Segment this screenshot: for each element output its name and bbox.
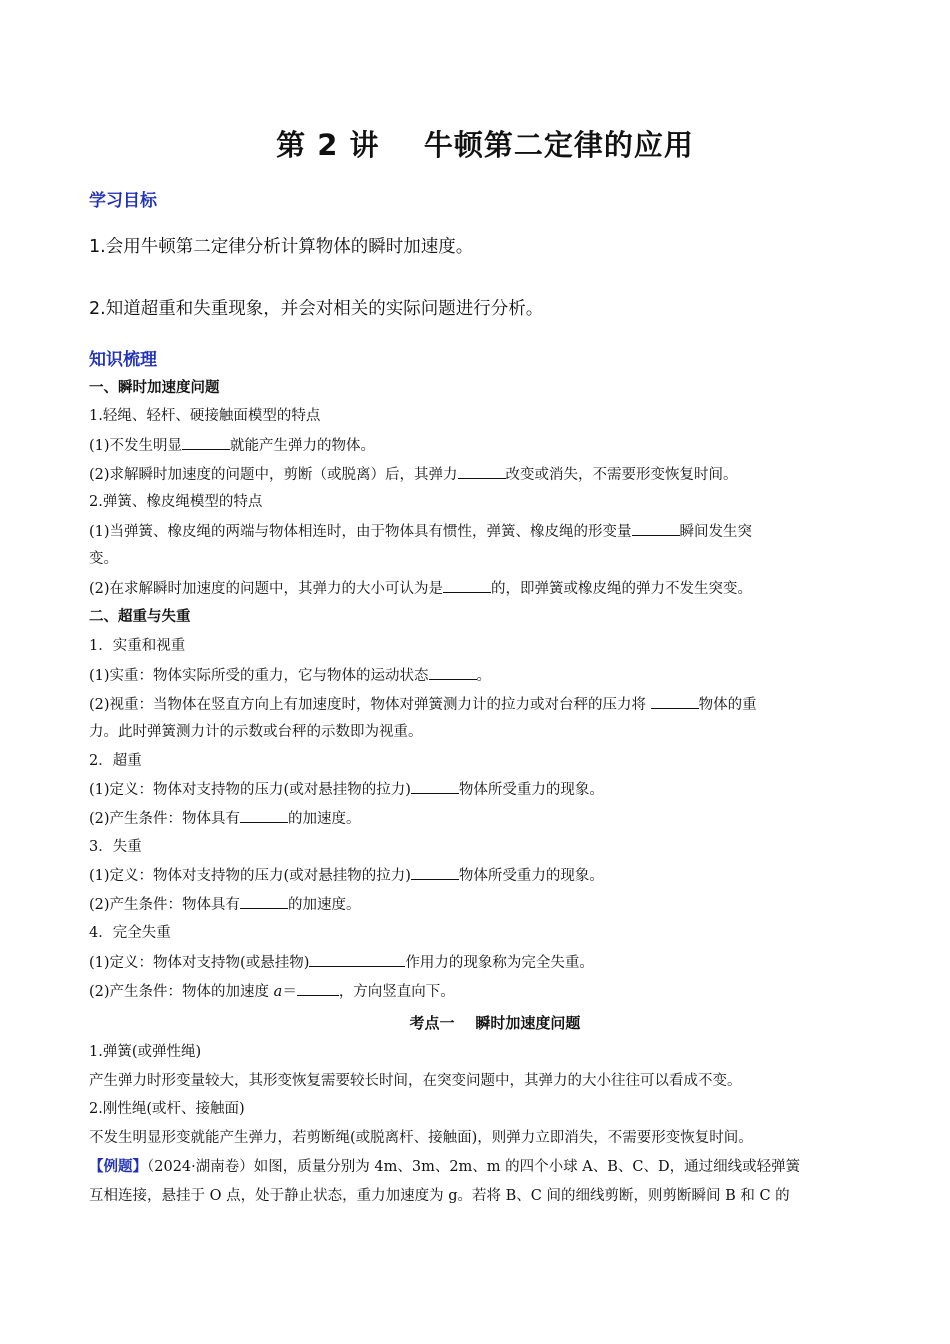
fill-blank [429,665,477,680]
text: (1)不发生明显 [89,438,183,454]
text: 的，即弹簧或橡皮绳的弹力不发生突变。 [491,581,753,597]
text: (2)求解瞬时加速度的问题中，剪断（或脱离）后，其弹力 [89,467,458,483]
topic1-item1-title: 1.弹簧(或弹性绳) [89,1044,202,1060]
goal-item: 2.知道超重和失重现象，并会对相关的实际问题进行分析。 [89,299,544,319]
text: (2)产生条件：物体的加速度 [89,984,274,1000]
part2-s3-title: 3．失重 [89,839,142,855]
goals-heading: 学习目标 [89,191,157,211]
part2-s2-line1 [89,779,879,800]
text: 的加速度。 [288,811,361,827]
fill-blank [297,981,339,996]
text: (1)定义：物体对支持物的压力(或对悬挂物的拉力) [89,868,411,884]
part2-s2-title: 2．超重 [89,753,142,769]
text: 物体所受重力的现象。 [458,782,604,798]
text: 物体所受重力的现象。 [458,868,604,884]
topic1-item1-body: 产生弹力时形变量较大，其形变恢复需要较长时间，在突变问题中，其弹力的大小往往可以看成不变。 [89,1073,742,1089]
text: 的加速度。 [288,897,361,913]
part2-s4-line1 [89,952,879,973]
text: 物体的重 [698,697,757,713]
fill-blank [182,435,230,450]
example-tag: 【例题】 [89,1159,147,1175]
part2-s1-line1 [89,665,879,686]
fill-blank [240,894,288,909]
part2-s4-title: 4．完全失重 [89,925,171,941]
part1-s2-line1 [89,521,879,542]
text: (1)定义：物体对支持物的压力(或对悬挂物的拉力) [89,782,411,798]
text: (2)产生条件：物体具有 [89,811,241,827]
example-line2: 互相连接，悬挂于 O 点，处于静止状态，重力加速度为 g。若将 B、C 间的细线剪断，则剪断瞬间 B 和 C 的 [89,1188,790,1204]
fill-blank [632,521,680,536]
part1-s1-title: 1.轻绳、轻杆、硬接触面模型的特点 [89,408,321,424]
variable: a [273,984,283,1000]
part2-s4-line2 [89,981,879,1002]
topic1-heading: 考点一 瞬时加速度问题 [409,1014,581,1032]
part2-s2-line2 [89,808,879,829]
part1-s2-line1-cont: 变。 [89,551,118,567]
example-line1 [89,1157,879,1177]
part2-s3-line2 [89,894,879,915]
text: （2024·湖南卷）如图，质量分别为 4m、3m、2m、m 的四个小球 A、B、C、D，通过细线或轻弹簧 [147,1159,801,1175]
part2-s1-line2-cont: 力。此时弹簧测力计的示数或台秤的示数即为视重。 [89,724,423,740]
fill-blank [411,779,459,794]
text: 就能产生弹力的物体。 [230,438,376,454]
part2-s1-title: 1．实重和视重 [89,638,186,654]
text: 改变或消失，不需要形变恢复时间。 [505,467,738,483]
text: ＝ [282,984,297,1000]
part1-s2-title: 2.弹簧、橡皮绳模型的特点 [89,494,263,510]
knowledge-heading: 知识梳理 [89,350,157,370]
part1-s2-line2 [89,578,879,599]
fill-blank [443,578,491,593]
fill-blank [458,464,506,479]
text: (1)实重：物体实际所受的重力，它与物体的运动状态 [89,668,429,684]
fill-blank [411,865,459,880]
text: 作用力的现象称为完全失重。 [405,955,594,971]
part2-heading: 二、超重与失重 [89,609,191,625]
part1-s1-line2 [89,464,879,485]
text: (2)在求解瞬时加速度的问题中，其弹力的大小可认为是 [89,581,444,597]
text: ，方向竖直向下。 [338,984,455,1000]
part2-s3-line1 [89,865,879,886]
page-title: 第 2 讲 牛顿第二定律的应用 [276,128,694,162]
text: (2)视重：当物体在竖直方向上有加速度时，物体对弹簧测力计的拉力或对台秤的压力将 [89,697,651,713]
topic1-item2-body: 不发生明显形变就能产生弹力，若剪断绳(或脱离杆、接触面)，则弹力立即消失，不需要形变恢复时间。 [89,1130,753,1146]
text: (1)定义：物体对支持物(或悬挂物) [89,955,310,971]
topic1-item2-title: 2.刚性绳(或杆、接触面) [89,1101,245,1117]
goal-item: 1.会用牛顿第二定律分析计算物体的瞬时加速度。 [89,237,474,257]
part2-s1-line2 [89,694,879,715]
text: (1)当弹簧、橡皮绳的两端与物体相连时，由于物体具有惯性，弹簧、橡皮绳的形变量 [89,524,632,540]
fill-blank [240,808,288,823]
fill-blank [309,952,405,967]
fill-blank [651,694,699,709]
text: (2)产生条件：物体具有 [89,897,241,913]
text: 瞬间发生突 [679,524,753,540]
text: 。 [476,668,492,684]
part1-heading: 一、瞬时加速度问题 [89,380,220,396]
part1-s1-line1 [89,435,879,456]
